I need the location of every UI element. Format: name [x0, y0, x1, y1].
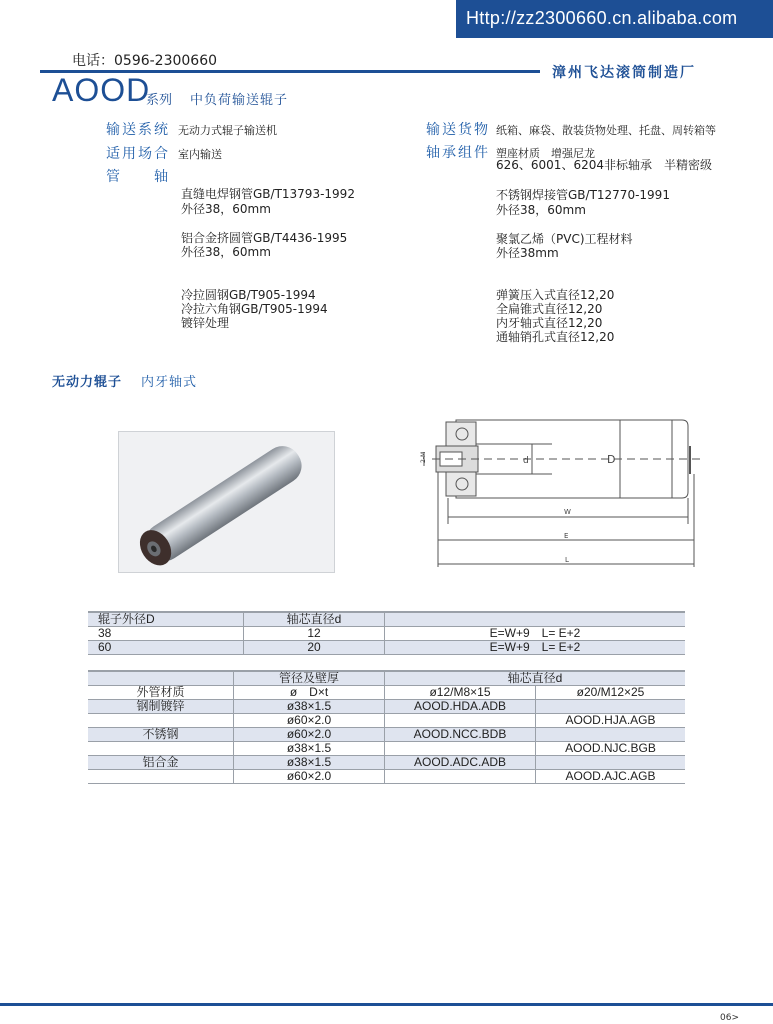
cell-model-20: AOOD.AJC.AGB: [536, 770, 686, 784]
table-row: [88, 714, 685, 728]
tube-spec-left-3: 铝合金挤圆管GB/T4436-1995: [181, 231, 348, 245]
cell-material: [88, 742, 234, 756]
cell-material: [88, 770, 234, 784]
size-label: ø D×t: [234, 686, 385, 700]
thread-label: 2-M: [420, 451, 427, 463]
cell-size: ø38×1.5: [234, 756, 385, 770]
table-row: [88, 756, 685, 770]
tube-spec-left-2: 外径38，60mm: [181, 202, 271, 216]
cell-material: 铝合金: [88, 756, 234, 770]
cell-model-20: AOOD.HJA.AGB: [536, 714, 686, 728]
page-number: 06>: [720, 1013, 739, 1023]
tube-D-label: D: [607, 453, 616, 466]
roller-illustration: [119, 432, 334, 572]
cell-model-20: [536, 700, 686, 714]
header-roller-diameter: 辊子外径D: [88, 612, 244, 627]
shaft-12-label: ø12/M8×15: [385, 686, 536, 700]
table-header-row: [88, 671, 685, 686]
cell-D: 60: [88, 641, 244, 655]
url-text: Http://zz2300660.cn.alibaba.com: [466, 8, 738, 28]
cell-model-12: AOOD.NCC.BDB: [385, 728, 536, 742]
header-shaft-diameter: 轴芯直径d: [385, 671, 686, 686]
cell-d: 12: [244, 627, 385, 641]
header-tube-size: 管径及壁厚: [234, 671, 385, 686]
table-header-row: [88, 612, 685, 627]
url-banner: [456, 0, 773, 38]
shaft-20-label: ø20/M12×25: [536, 686, 686, 700]
cell-formula: E=W+9 L= E+2: [385, 627, 686, 641]
cell-material: 钢制镀锌: [88, 700, 234, 714]
table-subheader-row: [88, 686, 685, 700]
cell-model-12: AOOD.HDA.ADB: [385, 700, 536, 714]
cell-D: 38: [88, 627, 244, 641]
W-label: W: [564, 508, 571, 516]
series-suffix: 系列: [146, 93, 173, 108]
cell-model-20: [536, 756, 686, 770]
application-label: 适用场合: [106, 146, 170, 162]
tube-spec-right-1: 不锈钢焊接管GB/T12770-1991: [496, 188, 670, 202]
footer-divider: [0, 1003, 773, 1006]
bearing-label: 轴承组件: [426, 145, 490, 161]
table-row: [88, 700, 685, 714]
cell-material: [88, 714, 234, 728]
conveyor-system-label: 输送系统: [106, 122, 170, 138]
tube-spec-left-6: 冷拉六角钢GB/T905-1994: [181, 302, 328, 316]
table-row: [88, 770, 685, 784]
series-name: 中负荷输送辊子: [190, 93, 289, 108]
tube-spec-right-2: 外径38，60mm: [496, 203, 586, 217]
dimension-table: [88, 611, 685, 655]
tube-spec-left-4: 外径38，60mm: [181, 245, 271, 259]
cell-material: 不锈钢: [88, 728, 234, 742]
cell-model-12: [385, 770, 536, 784]
header-blank: [88, 671, 234, 686]
E-label: E: [564, 532, 569, 540]
table-row: [88, 641, 685, 655]
material-label: 外管材质: [88, 686, 234, 700]
header-formula: [385, 612, 686, 627]
cell-size: ø38×1.5: [234, 700, 385, 714]
roller-technical-drawing: [412, 412, 702, 572]
tube-spec-right-7: 内牙轴式直径12,20: [496, 316, 603, 330]
cell-formula: E=W+9 L= E+2: [385, 641, 686, 655]
goods-label: 输送货物: [426, 122, 490, 138]
tube-spec-right-5: 弹簧压入式直径12,20: [496, 288, 615, 302]
bearing-value-2: 626、6001、6204非标轴承 半精密级: [496, 158, 712, 172]
cell-model-20: [536, 728, 686, 742]
tube-spec-left-1: 直缝电焊钢管GB/T13793-1992: [181, 187, 355, 201]
cell-model-12: AOOD.ADC.ADB: [385, 756, 536, 770]
application-value: 室内输送: [178, 148, 222, 161]
series-code: AOOD: [52, 72, 151, 108]
tube-spec-right-6: 全扁锥式直径12,20: [496, 302, 603, 316]
tube-spec-right-4: 外径38mm: [496, 246, 559, 260]
cell-model-12: [385, 714, 536, 728]
header-shaft-diameter: 轴芯直径d: [244, 612, 385, 627]
cell-model-12: [385, 742, 536, 756]
goods-value: 纸箱、麻袋、散装货物处理、托盘、周转箱等: [496, 124, 716, 137]
table-row: [88, 728, 685, 742]
tube-label: 管 轴: [106, 169, 170, 185]
model-table: [88, 670, 685, 784]
cell-model-20: AOOD.NJC.BGB: [536, 742, 686, 756]
bearing-value-1: 塑座材质 增强尼龙: [496, 147, 595, 160]
table-row: [88, 742, 685, 756]
roller-photo: [118, 431, 335, 573]
cell-size: ø60×2.0: [234, 714, 385, 728]
table-row: [88, 627, 685, 641]
tube-spec-right-3: 聚氯乙烯（PVC)工程材料: [496, 232, 633, 246]
conveyor-system-value: 无动力式辊子输送机: [178, 124, 277, 137]
shaft-d-label: d: [523, 456, 529, 466]
cell-size: ø38×1.5: [234, 742, 385, 756]
tube-spec-left-5: 冷拉圆钢GB/T905-1994: [181, 288, 316, 302]
L-label: L: [565, 556, 569, 564]
cell-d: 20: [244, 641, 385, 655]
section-title: 无动力辊子: [52, 375, 123, 390]
section-subtitle: 内牙轴式: [141, 375, 198, 390]
cell-size: ø60×2.0: [234, 770, 385, 784]
company-name: 漳州飞达滚筒制造厂: [552, 65, 696, 81]
tube-spec-right-8: 通轴销孔式直径12,20: [496, 330, 615, 344]
tube-spec-left-7: 镀锌处理: [181, 316, 230, 330]
phone-number: 电话：0596-2300660: [72, 53, 218, 69]
cell-size: ø60×2.0: [234, 728, 385, 742]
